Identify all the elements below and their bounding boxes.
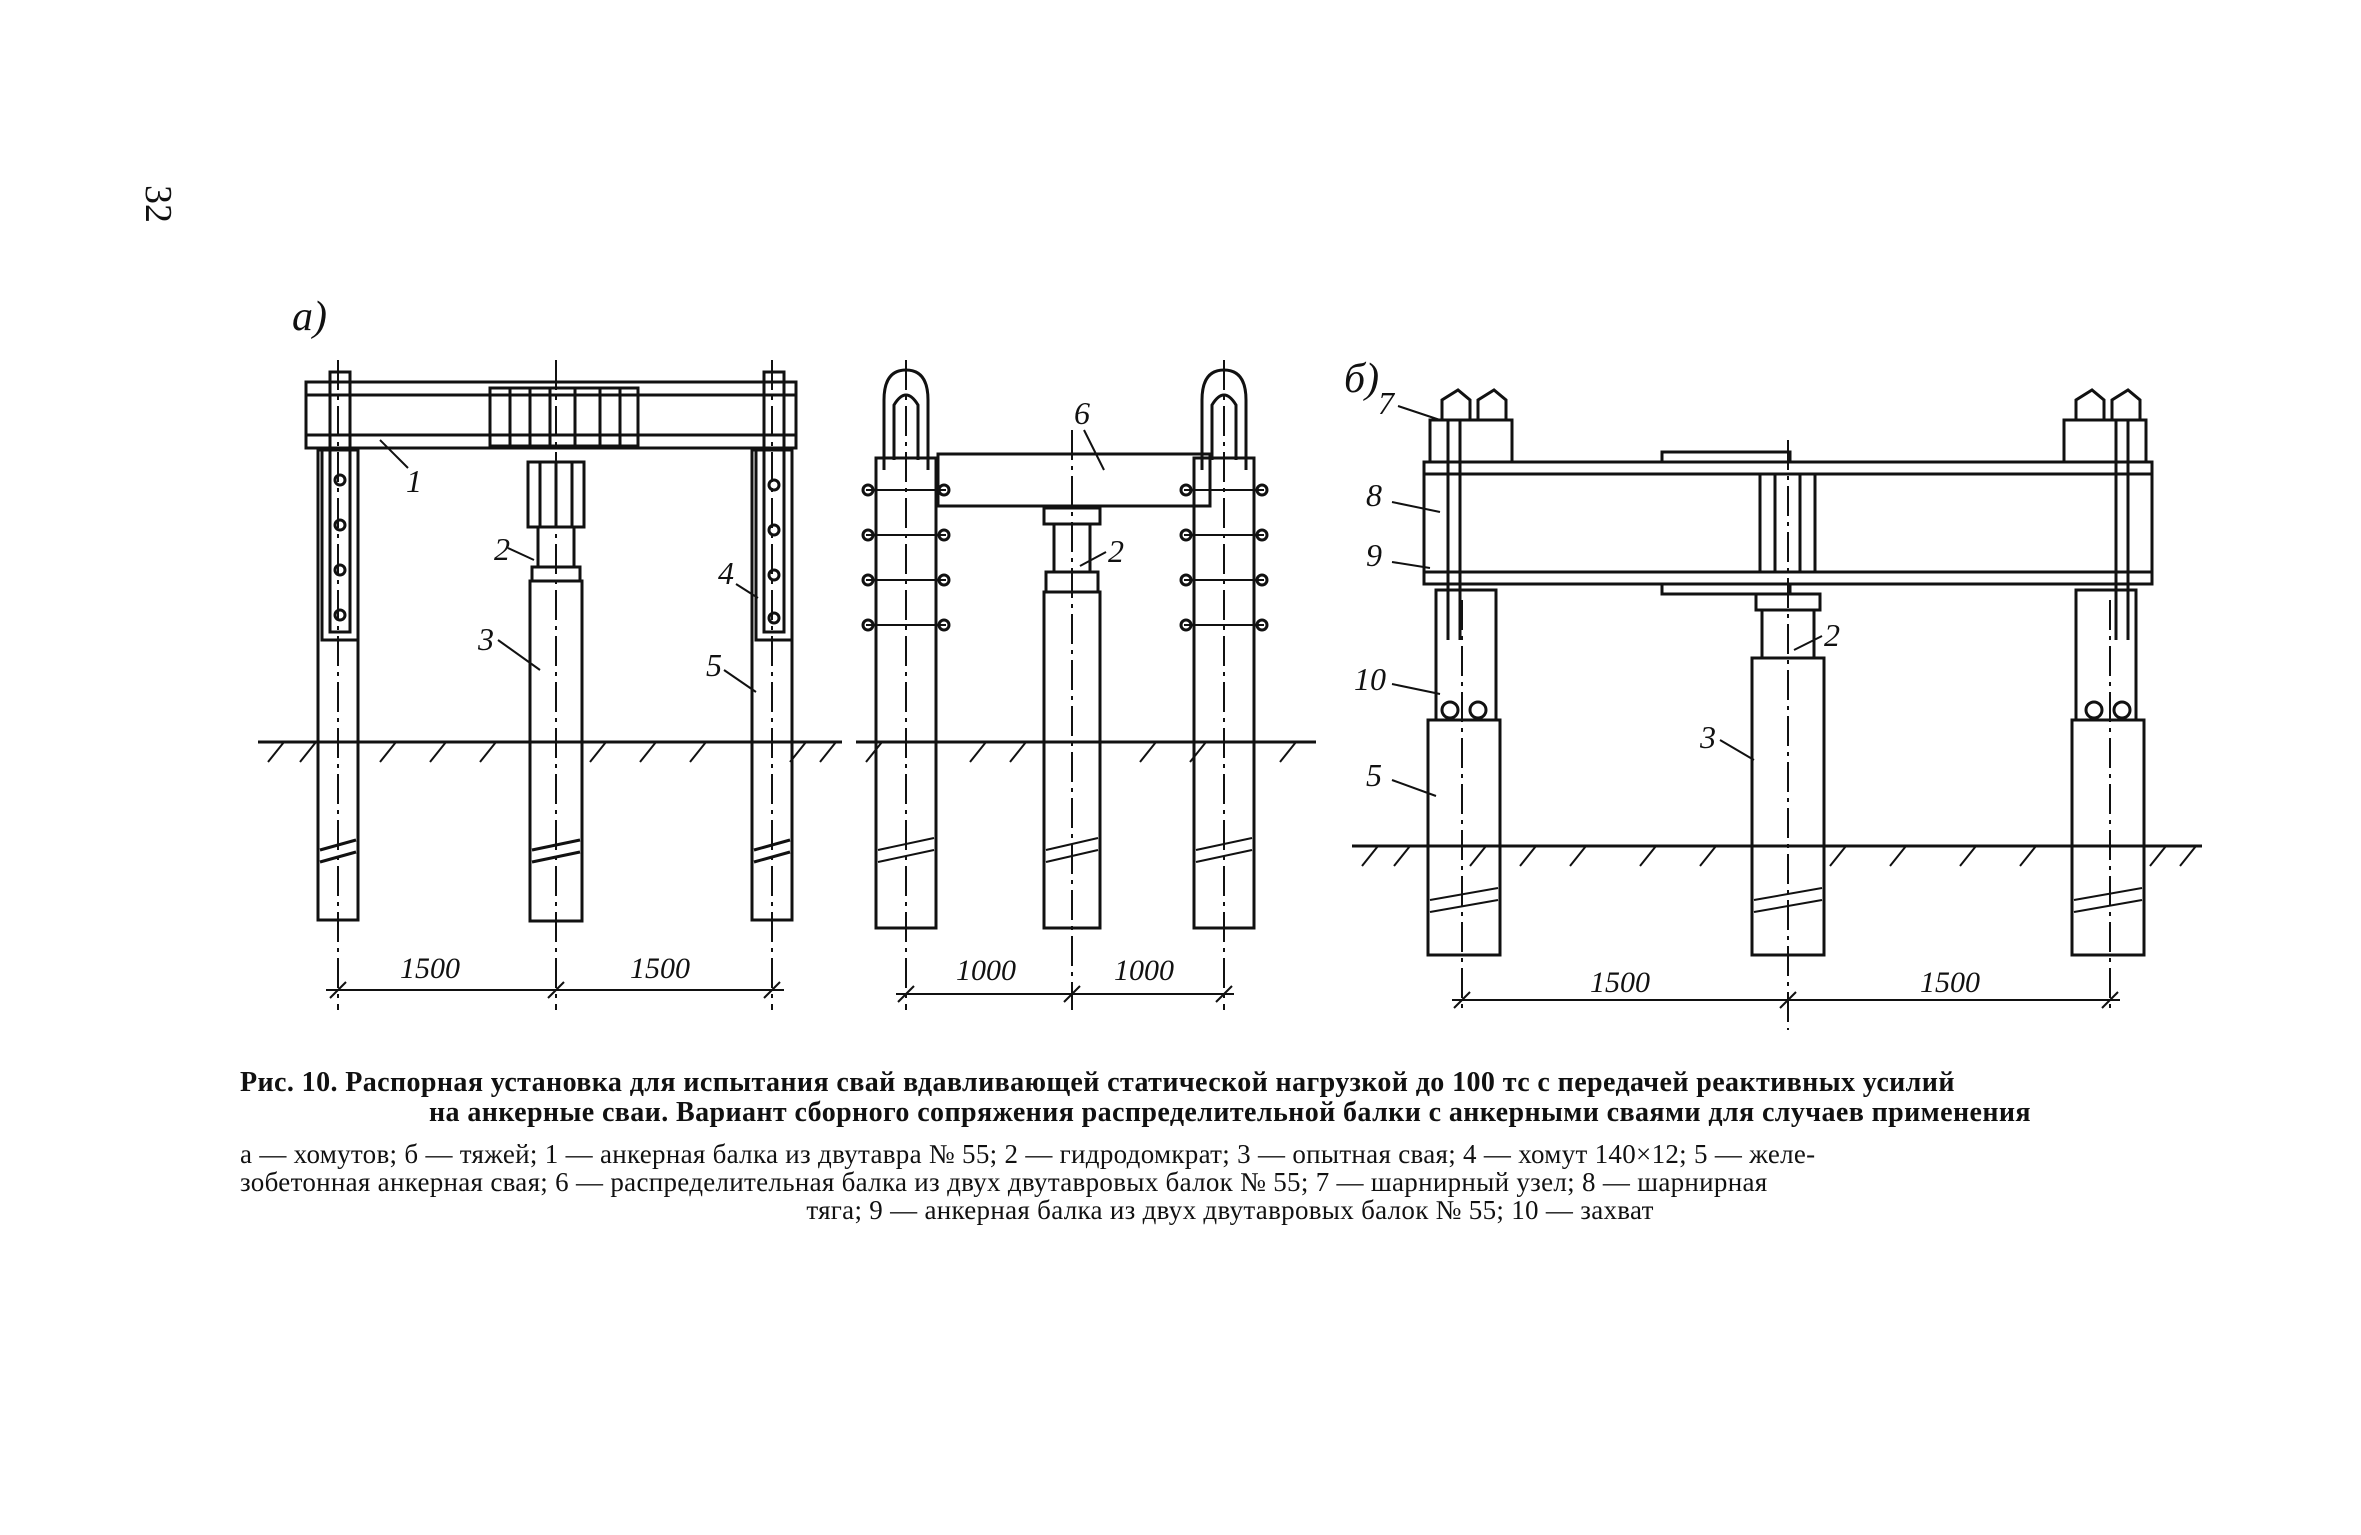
- callout-4: 4: [718, 555, 734, 591]
- dim-a2-right: 1000: [1114, 954, 1174, 987]
- dim-a1-left: 1500: [400, 952, 460, 985]
- page-number: 32: [137, 185, 179, 223]
- panel-a-side: [856, 360, 1316, 1010]
- legend-line-3: тяга; 9 — анкерная балка из двух двутавровых балок № 55; 10 — захват: [806, 1195, 1654, 1225]
- callout-2c: 2: [1824, 617, 1840, 653]
- panel-b-rods: [1344, 356, 2202, 1030]
- legend-line-2: зобетонная анкерная свая; 6 — распределительная балка из двух двутавровых балок № 55; 7 — шарнирный узел; 8 — шарнирная: [240, 1167, 1768, 1197]
- callout-5b: 5: [1366, 757, 1382, 793]
- dim-b-right: 1500: [1920, 966, 1980, 999]
- callout-2: 2: [494, 531, 510, 567]
- legend-line-1: а — хомутов; б — тяжей; 1 — анкерная балка из двутавра № 55; 2 — гидродомкрат; 3 — опытная свая; 4 — хомут 140×12; 5 — желе-: [240, 1139, 1816, 1169]
- panel-a-label: а): [292, 294, 327, 340]
- dim-a2-left: 1000: [956, 954, 1016, 987]
- callout-5: 5: [706, 647, 722, 683]
- callout-1: 1: [406, 463, 422, 499]
- callout-7: 7: [1378, 385, 1394, 421]
- figure-legend: [240, 1140, 2220, 1224]
- dim-a1-right: 1500: [630, 952, 690, 985]
- panel-b-label: б): [1344, 356, 1380, 402]
- caption-line-1: Рис. 10. Распорная установка для испытания свай вдавливающей статической нагрузкой до 100 тс с передачей реактивных усилий: [240, 1067, 1955, 1098]
- dim-b-left: 1500: [1590, 966, 1650, 999]
- callout-3b: 3: [1700, 719, 1716, 755]
- panel-a-clamps: [258, 294, 842, 1010]
- callout-2b: 2: [1108, 533, 1124, 569]
- callout-6: 6: [1074, 395, 1090, 431]
- callout-8: 8: [1366, 477, 1382, 513]
- callout-9: 9: [1366, 537, 1382, 573]
- caption-line-2: на анкерные сваи. Вариант сборного сопряжения распределительной балки с анкерными сваями для случаев применения: [429, 1097, 2031, 1128]
- callout-10: 10: [1354, 661, 1386, 697]
- figure-caption: [240, 1068, 2220, 1128]
- callout-3: 3: [478, 621, 494, 657]
